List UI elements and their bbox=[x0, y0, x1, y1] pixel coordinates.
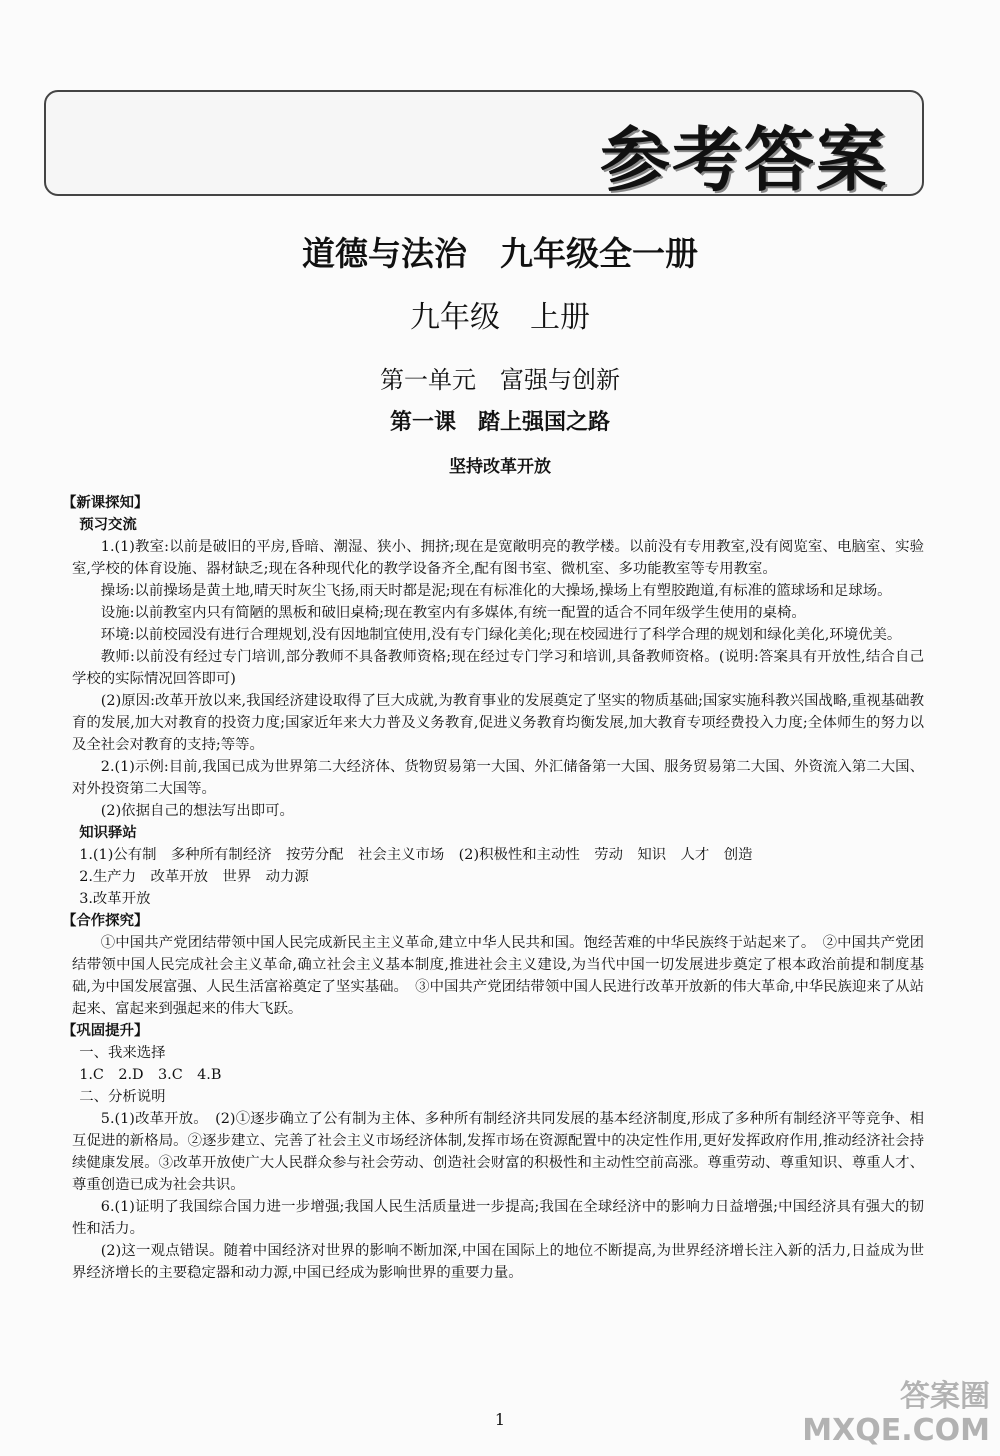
answer-paragraph: ①中国共产党团结带领中国人民完成新民主主义革命,建立中华人民共和国。饱经苦难的中华民族终于站起来了。 ②中国共产党团结带领中国人民完成社会主义革命,确立社会主义基本制度,推进社会主义建设,为当代中国一切发展进步奠定了根本政治前提和制度基础,为中国发展富强、人民生活富裕奠定了坚实基础。 ③中国共产党团结带领中国人民进行改革开放新的伟大革命,中华民族迎来了从站起来、富起来到强起来的伟大飞跃。 bbox=[72, 935, 924, 1017]
section-heading: 【合作探究】 bbox=[62, 913, 149, 929]
lesson-title: 第一课 踏上强国之路 bbox=[389, 410, 610, 435]
answer-paragraph: 6.(1)证明了我国综合国力进一步增强;我国人民生活质量进一步提高;我国在全球经济中的影响力日益增强;中国经济具有强大的韧性和活力。 bbox=[72, 1199, 924, 1237]
answer-paragraph: 环境:以前校园没有进行合理规划,没有因地制宜使用,没有专门绿化美化;现在校园进行了科学合理的规划和绿化美化,环境优美。 bbox=[100, 627, 902, 643]
answer-paragraph: 操场:以前操场是黄土地,晴天时灰尘飞扬,雨天时都是泥;现在有标准化的大操场,操场上有塑胶跑道,有标准的篮球场和足球场。 bbox=[100, 583, 892, 599]
book-title: 道德与法治 九年级全一册 bbox=[302, 234, 698, 273]
answer-paragraph: 设施:以前教室内只有简陋的黑板和破旧桌椅;现在教室内有多媒体,有统一配置的适合不同年级学生使用的桌椅。 bbox=[100, 605, 806, 621]
answer-paragraph: 5.(1)改革开放。 (2)①逐步确立了公有制为主体、多种所有制经济共同发展的基本经济制度,形成了多种所有制经济平等竞争、相互促进的新格局。②逐步建立、完善了社会主义市场经济体制,发挥市场在资源配置中的决定性作用,更好发挥政府作用,推动经济社会持续健康发展。③改革开放使广大人民群众参与社会劳动、创造社会财富的积极性和主动性空前高涨。尊重劳动、尊重知识、尊重人才、尊重创造已成为社会共识。 bbox=[72, 1111, 924, 1193]
watermark-line2: MXQE.COM bbox=[802, 1413, 990, 1448]
answer-paragraph: 2.(1)示例:目前,我国已成为世界第二大经济体、货物贸易第一大国、外汇储备第一大国、服务贸易第二大国、外资流入第二大国、对外投资第二大国等。 bbox=[72, 759, 924, 797]
answer-paragraph: 教师:以前没有经过专门培训,部分教师不具备教师资格;现在经过专门学习和培训,具备教师资格。(说明:答案具有开放性,结合自己学校的实际情况回答即可) bbox=[72, 649, 924, 687]
answer-paragraph: (2)这一观点错误。随着中国经济对世界的影响不断加深,中国在国际上的地位不断提高,为世界经济增长注入新的活力,日益成为世界经济增长的主要稳定器和动力源,中国已经成为影响世界的重要力量。 bbox=[72, 1243, 924, 1281]
answer-paragraph: 3.改革开放 bbox=[79, 891, 151, 907]
answer-paragraph: 2.生产力 改革开放 世界 动力源 bbox=[79, 869, 309, 885]
title-banner bbox=[44, 90, 924, 201]
section-heading: 【新课探知】 bbox=[62, 495, 149, 511]
answer-paragraph: 1.C 2.D 3.C 4.B bbox=[79, 1067, 222, 1083]
page-number: 1 bbox=[494, 1410, 506, 1429]
answer-paragraph: 1.(1)公有制 多种所有制经济 按劳分配 社会主义市场 (2)积极性和主动性 劳动 知识 人才 创造 bbox=[79, 847, 753, 863]
banner-title: 参考答案 bbox=[600, 119, 888, 201]
answer-paragraph: (2)依据自己的想法写出即可。 bbox=[100, 803, 294, 819]
answer-paragraph: 二、分析说明 bbox=[79, 1089, 166, 1105]
unit-title: 第一单元 富强与创新 bbox=[380, 366, 620, 394]
answer-content bbox=[62, 492, 924, 1284]
section-heading: 【巩固提升】 bbox=[62, 1023, 149, 1039]
watermark-line1: 答案圈 bbox=[900, 1379, 990, 1414]
topic-title: 坚持改革开放 bbox=[449, 457, 551, 477]
answer-paragraph: 1.(1)教室:以前是破旧的平房,昏暗、潮湿、狭小、拥挤;现在是宽敞明亮的教学楼。以前没有专用教室,没有阅览室、电脑室、实验室,学校的体育设施、器材缺乏;现在各种现代化的教学设备齐全,配有图书室、微机室、多功能教室等专用教室。 bbox=[72, 539, 924, 577]
subsection-heading: 预习交流 bbox=[79, 517, 137, 533]
grade-title: 九年级 上册 bbox=[410, 300, 590, 335]
answer-paragraph: (2)原因:改革开放以来,我国经济建设取得了巨大成就,为教育事业的发展奠定了坚实的物质基础;国家实施科教兴国战略,重视基础教育的发展,加大对教育的投资力度;国家近年来大力普及义务教育,促进义务教育均衡发展,加大教育专项经费投入力度;全体师生的努力以及全社会对教育的支持;等等。 bbox=[72, 693, 924, 753]
answer-paragraph: 一、我来选择 bbox=[79, 1045, 166, 1061]
subsection-heading: 知识驿站 bbox=[79, 825, 137, 841]
watermark-logo bbox=[802, 1380, 990, 1448]
